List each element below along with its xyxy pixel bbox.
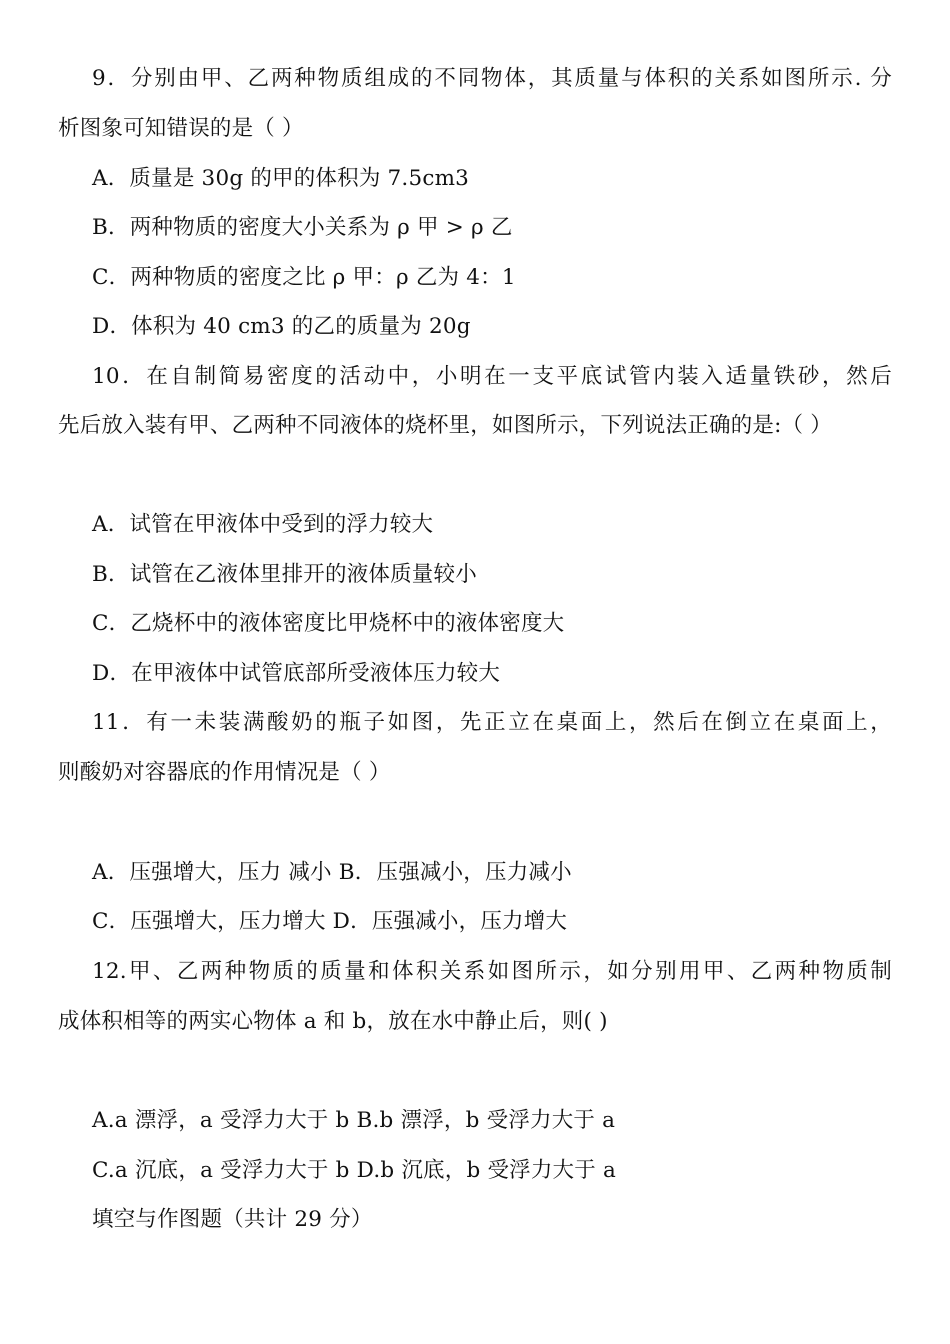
q9-option-a: A．质量是 30g 的甲的体积为 7.5cm3 [92, 166, 470, 191]
q9-stem-line-2: 析图象可知错误的是（ ） [58, 116, 304, 141]
q12-options-ab: A.a 漂浮，a 受浮力大于 b B.b 漂浮，b 受浮力大于 a [92, 1108, 616, 1133]
section-heading: 填空与作图题（共计 29 分） [92, 1207, 373, 1232]
q11-options-cd: C．压强增大，压力增大 D．压强减小，压力增大 [92, 909, 568, 934]
q12-stem-line-2: 成体积相等的两实心物体 a 和 b，放在水中静止后，则( ) [58, 1009, 608, 1034]
q9-option-c: C．两种物质的密度之比 ρ 甲：ρ 乙为 4：1 [92, 265, 516, 290]
q11-options-ab: A．压强增大，压力 减小 B．压强减小，压力减小 [92, 860, 572, 885]
q10-option-c: C．乙烧杯中的液体密度比甲烧杯中的液体密度大 [92, 611, 565, 636]
q10-option-b: B．试管在乙液体里排开的液体质量较小 [92, 562, 477, 587]
q10-stem-line-1: 10．在自制简易密度的活动中，小明在一支平底试管内装入适量铁砂，然后 [92, 364, 892, 389]
q12-stem-line-1: 12.甲、乙两种物质的质量和体积关系如图所示，如分别用甲、乙两种物质制 [92, 959, 892, 984]
q11-stem-line-1: 11．有一未装满酸奶的瓶子如图，先正立在桌面上，然后在倒立在桌面上， [92, 710, 892, 735]
q11-stem-line-2: 则酸奶对容器底的作用情况是（ ） [58, 760, 391, 785]
q10-option-d: D．在甲液体中试管底部所受液体压力较大 [92, 661, 501, 686]
q12-options-cd: C.a 沉底，a 受浮力大于 b D.b 沉底，b 受浮力大于 a [92, 1158, 617, 1183]
q9-option-b: B．两种物质的密度大小关系为 ρ 甲 > ρ 乙 [92, 215, 513, 240]
q9-stem-line-1: 9．分别由甲、乙两种物质组成的不同物体，其质量与体积的关系如图所示. 分 [92, 66, 892, 91]
q10-option-a: A．试管在甲液体中受到的浮力较大 [92, 512, 434, 537]
q9-option-d: D．体积为 40 cm3 的乙的质量为 20g [92, 314, 471, 339]
q10-stem-line-2: 先后放入装有甲、乙两种不同液体的烧杯里，如图所示，下列说法正确的是:（ ） [58, 413, 832, 438]
